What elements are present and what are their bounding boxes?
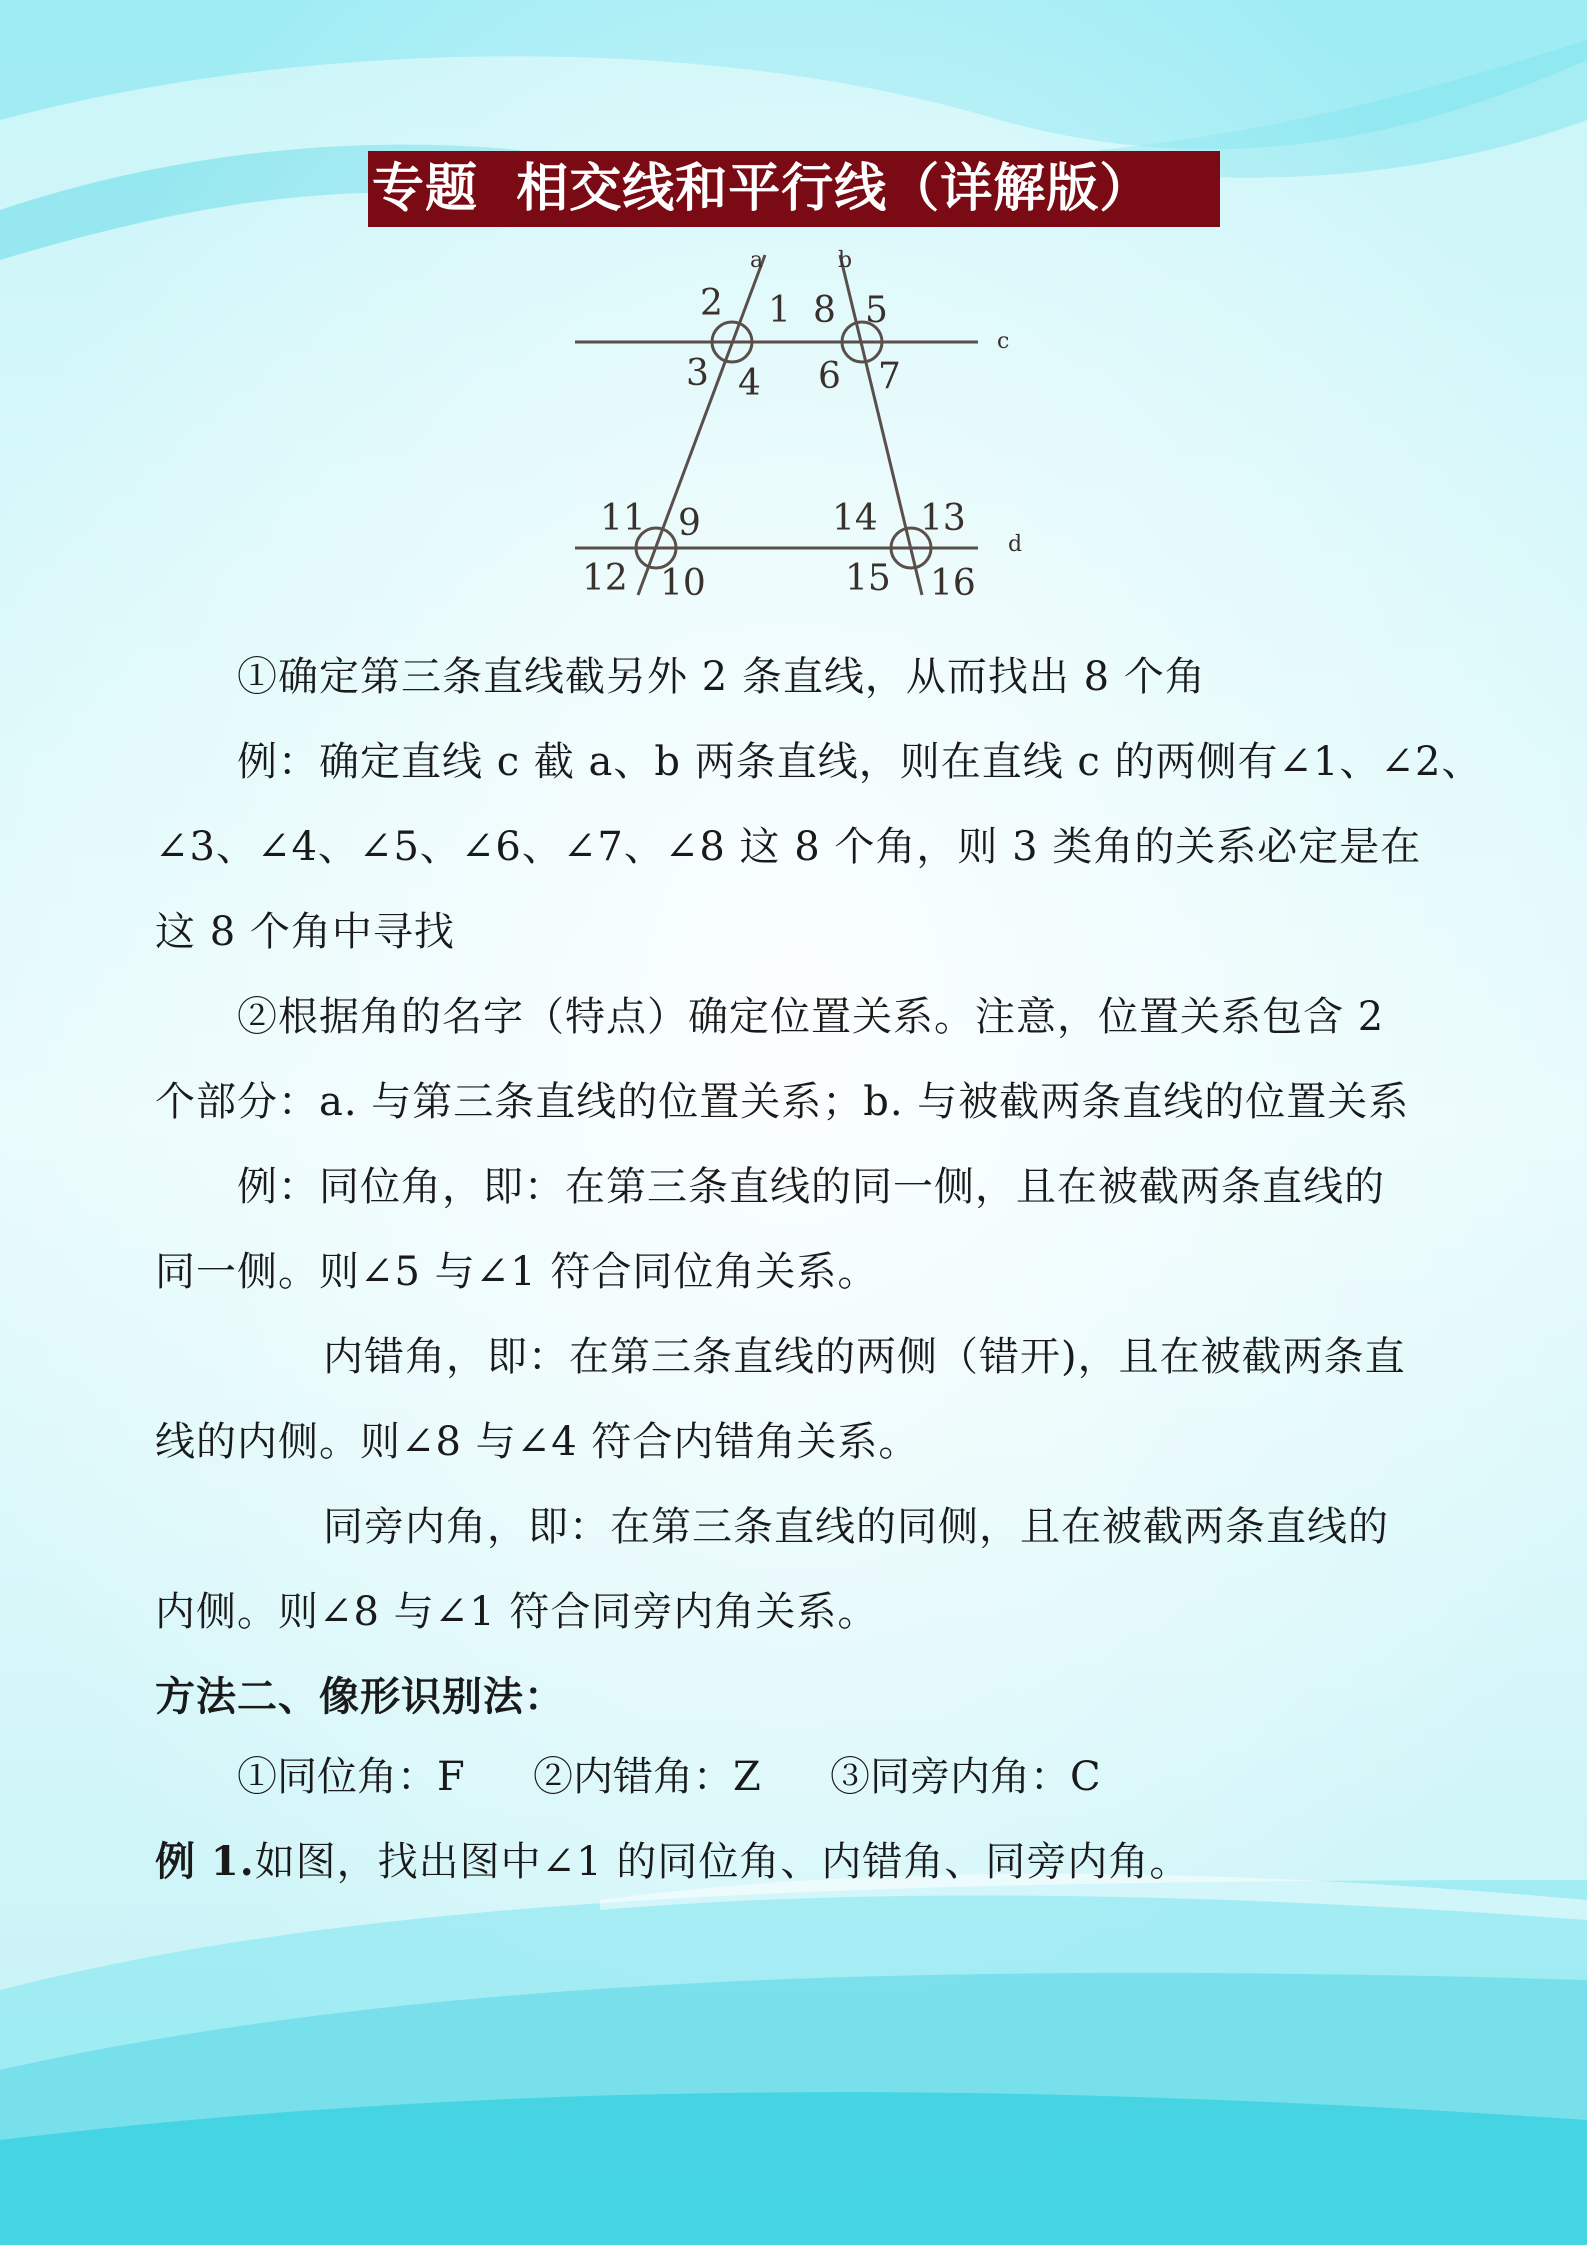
corresponding-angles-line-1: 例：同位角，即：在第三条直线的同一侧，且在被截两条直线的 — [237, 1164, 1385, 1210]
method-2-heading: 方法二、像形识别法： — [155, 1673, 565, 1720]
shape-rule-z: ②内错角：Z — [533, 1754, 761, 1800]
angle-label-10: 10 — [660, 563, 706, 604]
angle-label-12: 12 — [582, 558, 628, 599]
alternate-angles-line-2: 线的内侧。则∠8 与∠4 符合内错角关系。 — [155, 1419, 920, 1465]
angle-label-3: 3 — [686, 353, 709, 394]
shape-rule-c: ③同旁内角：C — [830, 1754, 1101, 1800]
angle-label-14: 14 — [832, 498, 878, 539]
example-1-line-2: ∠3、∠4、∠5、∠6、∠7、∠8 这 8 个角，则 3 类角的关系必定是在 — [155, 824, 1422, 870]
line-label-a: a — [750, 248, 764, 273]
interior-angles-line-1: 同旁内角，即：在第三条直线的同侧，且在被截两条直线的 — [323, 1504, 1389, 1550]
example-1-line-3: 这 8 个角中寻找 — [155, 909, 455, 955]
page-title: 专题 相交线和平行线（详解版） — [368, 151, 1220, 227]
angle-label-9: 9 — [678, 503, 701, 544]
angle-label-8: 8 — [813, 290, 836, 331]
step-2-line-1: ②根据角的名字（特点）确定位置关系。注意，位置关系包含 2 — [237, 994, 1385, 1040]
line-label-b: b — [838, 248, 853, 273]
angle-label-15: 15 — [845, 558, 891, 599]
example-1-label: 例 1. — [155, 1838, 255, 1885]
interior-angles-line-2: 内侧。则∠8 与∠1 符合同旁内角关系。 — [155, 1589, 879, 1635]
corresponding-angles-line-2: 同一侧。则∠5 与∠1 符合同位角关系。 — [155, 1249, 879, 1295]
angle-label-11: 11 — [600, 498, 646, 539]
angle-label-4: 4 — [738, 363, 761, 404]
angle-label-6: 6 — [818, 356, 841, 397]
angle-label-5: 5 — [865, 290, 888, 331]
angle-label-16: 16 — [930, 563, 976, 604]
angle-label-7: 7 — [878, 356, 901, 397]
line-label-c: c — [997, 329, 1010, 354]
example-1-question — [155, 1830, 1435, 1887]
angle-label-1: 1 — [768, 290, 791, 331]
step-2-line-2: 个部分：a. 与第三条直线的位置关系；b. 与被截两条直线的位置关系 — [155, 1079, 1410, 1125]
example-1-line-1: 例：确定直线 c 截 a、b 两条直线，则在直线 c 的两侧有∠1、∠2、 — [237, 739, 1483, 785]
alternate-angles-line-1: 内错角，即：在第三条直线的两侧（错开)，且在被截两条直 — [323, 1334, 1406, 1380]
line-label-d: d — [1008, 532, 1023, 557]
shape-rule-f: ①同位角：F — [237, 1754, 465, 1800]
intersecting-lines-figure — [560, 245, 1030, 617]
example-1-text: 如图，找出图中∠1 的同位角、内错角、同旁内角。 — [254, 1839, 1191, 1885]
angle-label-2: 2 — [700, 283, 723, 324]
angle-label-13: 13 — [920, 498, 966, 539]
step-1-text: ①确定第三条直线截另外 2 条直线，从而找出 8 个角 — [237, 654, 1206, 700]
